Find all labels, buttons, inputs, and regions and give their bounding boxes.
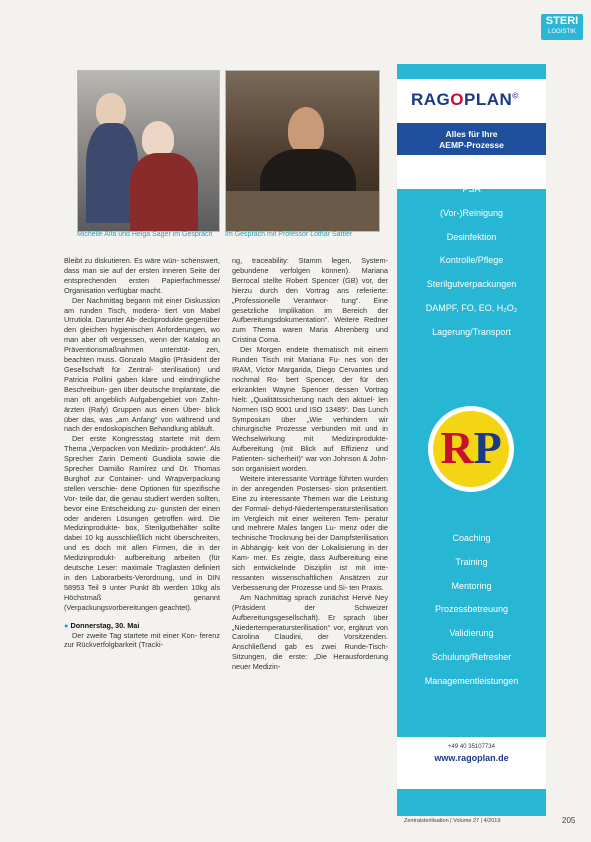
photo-caption-right: Im Gespräch mit Professor Lothar Sattler <box>225 231 353 238</box>
ad-phone: +49 40 35107734 <box>448 744 495 750</box>
service-item: Validierung <box>449 628 494 639</box>
service-item: Lagerung/Transport <box>432 326 511 337</box>
section-tab <box>541 14 583 40</box>
paragraph: Bleibt zu diskutieren. Es wäre wün- schenswert, dass man sie auf der ersten inneren Seite der entsprechenden ersten Papierfachmesse/ Organisation verfügbar macht. <box>64 256 220 295</box>
ad-website: www.ragoplan.de <box>434 753 509 763</box>
service-item: PSA <box>462 184 481 194</box>
service-item: Schulung/Refresher <box>431 651 512 662</box>
rp-logo: RP <box>428 406 514 492</box>
ragoplan-advertisement <box>397 64 546 816</box>
section-tab-label: STERI <box>545 15 579 27</box>
services-list-top <box>397 184 546 351</box>
section-tab-sub: LOGISTIK <box>548 29 576 35</box>
photo-two-women <box>77 70 220 232</box>
ad-header <box>397 79 546 189</box>
paragraph: ng, traceability: Stamm legen, System- gebundene verfolgen können). Mariana Berrocal stellte Robert Spencer (GB) vor, der hierzu durch den Vortrag ans referierte: „Professionelle Verantwor- tung“. Eine gesetzliche Implikation im Bereich der Aufbereitungsdokumentation“. Weitere Redner zum Thema waren Maria Ahrenberg und Cristina Coma. <box>232 256 388 345</box>
day-heading-text: Donnerstag, 30. Mai <box>70 620 140 630</box>
paragraph: Weitere interessante Vorträge führten wurden in der anregenden Posterses- sion präsentiert. Eine zu interessante Themen war die Leistung der Formal- dehyd-Niedertemperatursterilisation im Vergleich mit einer weiteren Tem- peratur und mehrere Males langen Lu- menz oder die technische Trocknung bei der Dampfsterilisation in Abhängig- keit von der Lokalisierung in der Kam- mer. Es zeigte, dass Aufbereitung eine sich entwickelnde Disziplin ist mit inte- ressanten wissenschaftlichen Ansätzen zur Verbesserung der Prozesse und Si- ten Praxis. <box>232 473 388 592</box>
service-item: Mentoring <box>451 580 492 591</box>
service-item: Managementleistungen <box>424 675 519 686</box>
service-item: DAMPF, FO, EO, H₂O₂ <box>425 302 518 313</box>
ad-contact <box>397 737 546 789</box>
services-list-bottom <box>397 533 546 700</box>
journal-footer: Zentralsterilisation | Volume 27 | 4/2019 <box>404 818 501 824</box>
page-number: 205 <box>562 816 576 825</box>
service-item: Prozessbetreuung <box>434 604 509 615</box>
service-item: Training <box>455 556 488 567</box>
service-item: (Vor-)Reinigung <box>439 207 504 218</box>
service-item: Sterilgutverpackungen <box>426 279 517 290</box>
paragraph: Am Nachmittag sprach zunächst Hervé Ney (Präsident der Schweizer Aufbereitungsgesellschaft). Er sprach über „Niedertemperatursterilisation“ vor, ergänzt von Carolina Claudini, der Vorsitzenden. Anschließend gab es zwei Runde-Tisch-Sitzungen, die erste: „Die Herausforderung neuer Medizin- <box>232 592 388 672</box>
ad-tagline: Alles für Ihre AEMP-Prozesse <box>397 123 546 155</box>
photo-man <box>225 70 380 232</box>
paragraph: Der Morgen endete thematisch mit einem Runden Tisch mit Mariana Fu- nes von der IRAM, Victor Margarida, Diego Cervantes und nochmal Ro- bert Spencer, der für den erkrankten Wayne Spencer dessen Vortrag hielt: „Qualitätssicherung nach den aktuel- len Normen ISO 9001 und ISO 13485“. Das Lunch Symposium über „Wie verhindern wir chirurgische Prozesse verbunden mit und in Wechselwirkung mit Medizinprodukte-Aufbereitung (mit Blick auf Effizienz und Patienten- sicherheit)“ war von Johnson & John- son organisiert worden. <box>232 345 388 474</box>
ragoplan-logo: RAGOPLAN© <box>411 90 519 109</box>
service-item: Coaching <box>452 533 491 543</box>
photo-caption-left: Michelle Alfa und Helga Sager im Gespräch <box>77 231 213 238</box>
paragraph: Der Nachmittag begann mit einer Diskussion am runden Tisch, modera- tiert von Mabel Urrutiola. Darunter Ab- deckprodukte gegenüber den gleichen hygienischen Anforderungen, wo man aber oft vergessen, wenn der Katalog an Präventionsmaßnahmen unterstüt- zen, beachten muss. Gonzalo Maglio (Präsident der Gesellschaft für Zentral- sterilisation) und Patricia Pollini gaben klare und eindringliche Beschreibun- gen über deutsche Implantate, die man oft angeblich Aufgabengebiet von Zahn- ärzten (Rafy) Gruppen aus einen Über- blick über das, was „am Anfang“ von während und nach der endoskopischen Behandlung abläuft. <box>64 295 220 434</box>
article-column-2 <box>232 256 388 672</box>
paragraph: Der zweite Tag startete mit einer Kon- ferenz zur Rückverfolgbarkeit (Tracki- <box>64 630 220 650</box>
day-heading: ● Donnerstag, 30. Mai <box>64 620 140 630</box>
article-column-1 <box>64 256 220 650</box>
paragraph: Der erste Kongresstag startete mit dem Thema „Verpacken von Medizin- produkten“. Als Sprecher Zarin Dementi Guadiola sowie die Sprecher Damião Ramírez und Dr. Thomas Burghof zur Container- und Wrapverpackung stellen verschie- dene Optionen für spezifische Vor- teile dar, die genau studiert werden sollten, bevor eine Entscheidung zu- gunsten der einen oder anderen Lösungen getroffen wird. Die Medizinprodukte- box, Sterilgutbehälter sollte dabei 10 kg ausschließlich nicht überschreiten, und es doch mit allen Firmen, die in der Medizinprodukt- aufbereitung arbeiten (für deutsche Leser: maximale Traglasten definiert in den Laborarbeits-Verordnung, und in DIN 58953 Teil 9 unter Punkt 8b werden 10kg als Höchstmaß genannt (Verpackungsvorbereitungen geachtet). <box>64 434 220 612</box>
service-item: Kontrolle/Pflege <box>439 255 504 266</box>
service-item: Desinfektion <box>446 231 497 242</box>
